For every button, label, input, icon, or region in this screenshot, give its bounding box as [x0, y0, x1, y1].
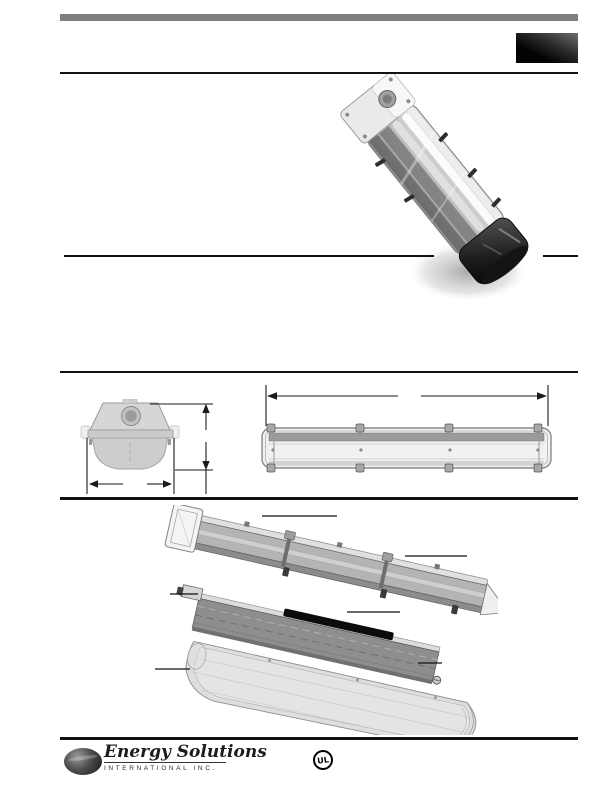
brand-logo-box	[516, 33, 578, 63]
end-view-fixture	[81, 400, 179, 470]
hero-product-photo	[308, 74, 550, 310]
brand-lockup	[104, 742, 284, 772]
plan-view-fixture	[262, 424, 551, 472]
footer-rule	[60, 737, 578, 740]
section-rule-left-segment	[64, 255, 434, 257]
end-view-dimension-drawing	[75, 390, 225, 498]
ul-certification-icon: UL	[312, 749, 335, 772]
brand-name: Energy Solutions	[104, 742, 267, 762]
exploded-section-rule	[60, 497, 578, 500]
reflector-end-bracket	[181, 585, 203, 601]
length-dimension	[266, 385, 548, 426]
brand-underline	[104, 762, 226, 763]
header-bar	[60, 14, 578, 21]
brand-subtitle: INTERNATIONAL INC.	[104, 765, 217, 772]
plan-view-dimension-drawing	[253, 380, 555, 478]
exploded-view-drawing	[118, 505, 498, 735]
dimensions-section-rule	[60, 371, 578, 373]
globe-logo-icon	[64, 748, 102, 775]
section-rule-right-segment	[543, 255, 578, 257]
